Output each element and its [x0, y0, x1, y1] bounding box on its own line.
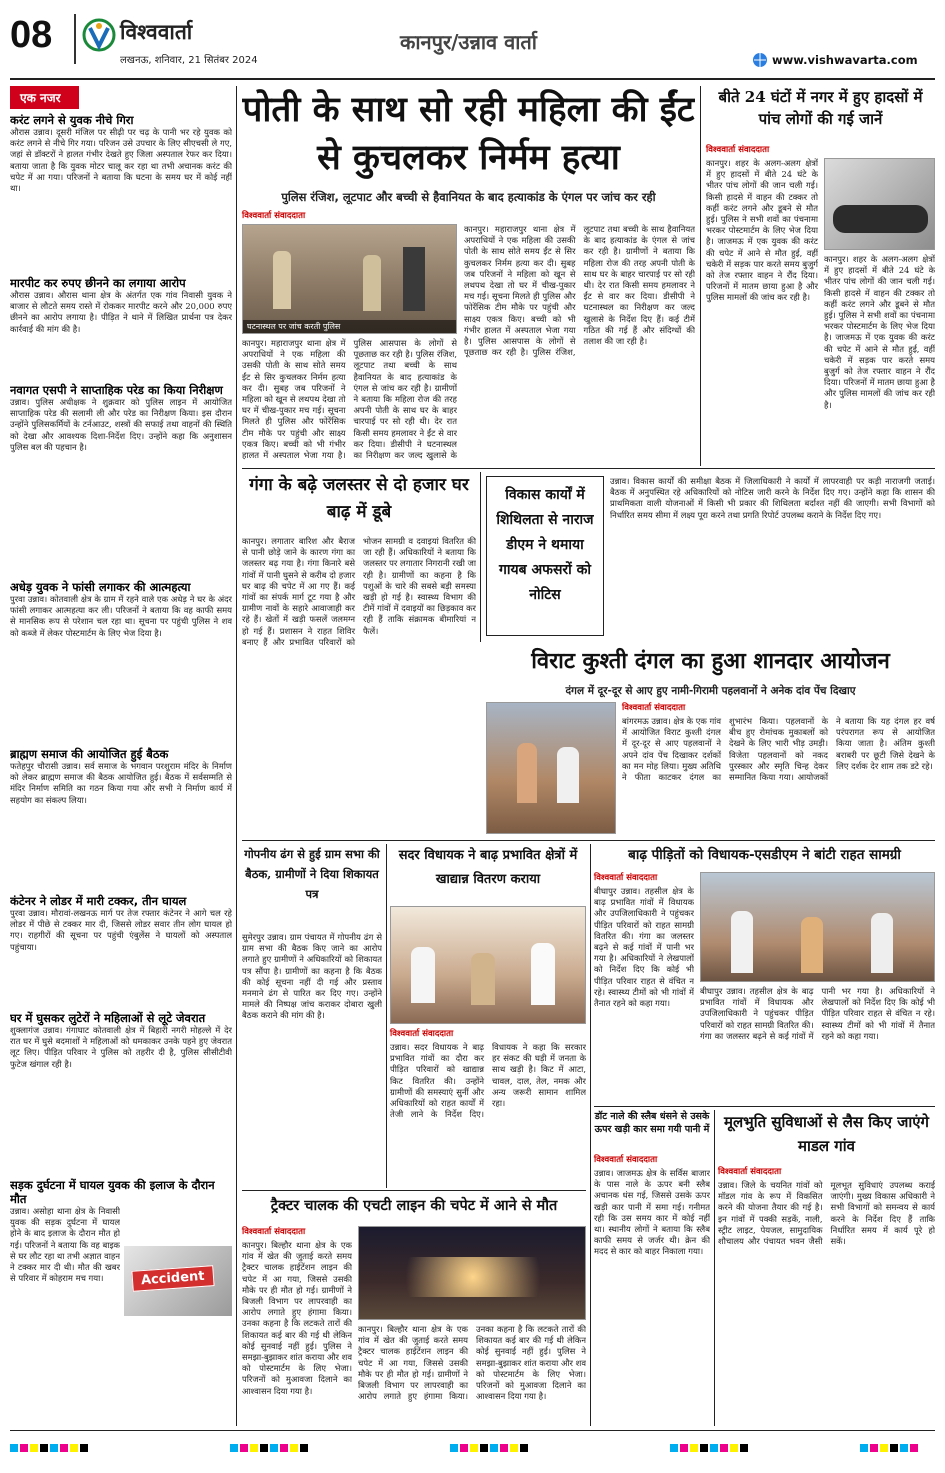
dangal-byline: विश्ववार्ता संवाददाता: [622, 703, 686, 713]
tractor-byline: विश्ववार्ता संवाददाता: [242, 1227, 306, 1237]
tractor-body-2: कानपुर। बिल्हौर थाना क्षेत्र के एक गांव में खेत की जुताई करते समय ट्रैक्टर चालक हाईटेंशन लाइन की चपेट में आ गया, जिससे उसकी मौके पर ही मौत हो गई। ग्रामीणों ने बिजली विभाग पर लापरवाही का आरोप लगाते हुए हंगामा किया। उनका कहना है कि लटकते तारों की शिकायत कई बार की गई थी लेकिन कोई सुनवाई नहीं हुई। पुलिस ने समझा-बुझाकर शांत कराया और शव को पोस्टमार्टम के लिए भेजा। परिजनों को मुआवजा दिलाने का आश्वासन दिया गया है।: [358, 1324, 586, 1402]
relief-body-2: बीघापुर उन्नाव। तहसील क्षेत्र के बाढ़ प्रभावित गांवों में विधायक और उपजिलाधिकारी ने पहुंचकर पीड़ित परिवारों को राहत सामग्री वितरित की। गंगा का जलस्तर बढ़ने से कई गांवों में पानी भर गया है। अधिकारियों ने लेखपालों को निर्देश दिए कि कोई भी पीड़ित परिवार राहत से वंचित न रहे। स्वास्थ्य टीमों को भी गांवों में तैनात रहने को कहा गया।: [700, 986, 935, 1041]
accident-sign: Accident: [131, 1265, 214, 1292]
model-village-body: उन्नाव। जिले के चयनित गांवों को मॉडल गांव के रूप में विकसित करने की योजना तैयार की गई है। इन गांवों में पक्की सड़कें, नाली, स्ट्रीट लाइट, पेयजल, सामुदायिक शौचालय और पंचायत भवन जैसी मूलभूत सुविधाएं उपलब्ध कराई जाएंगी। मुख्य विकास अधिकारी ने सभी विभागों को समन्वय से कार्य करने के निर्देश दिए हैं ताकि निर्धारित समय में कार्य पूरे हो सकें।: [718, 1180, 935, 1247]
mla-food-photo: [390, 906, 586, 1024]
relief-story: [594, 844, 935, 1104]
page-number: 08: [10, 14, 53, 56]
mla-food-story: [390, 844, 586, 1188]
dangal-subhead: दंगल में दूर-दूर से आए हुए नामी-गिरामी पहलवानों ने अनेक दांव पेंच दिखाए: [565, 685, 856, 697]
tractor-story: [242, 1194, 586, 1426]
accidents-story: [706, 86, 935, 466]
print-registration-strip: [10, 1440, 935, 1460]
gram-sabha-body: सुमेरपुर उन्नाव। ग्राम पंचायत में गोपनीय ढंग से ग्राम सभा की बैठक किए जाने का आरोप लगाते हुए ग्रामीणों ने अधिकारियों को शिकायत पत्र सौंपा है। ग्रामीणों का कहना है कि बैठक की कोई सूचना नहीं दी गई और प्रस्ताव मनमाने ढंग से पारित कर दिए गए। उन्होंने मामले की निष्पक्ष जांच कराकर दोबारा खुली बैठक कराने की मांग की है।: [242, 932, 382, 1021]
accidents-byline: विश्ववार्ता संवाददाता: [706, 145, 770, 155]
model-village-story: [718, 1110, 935, 1426]
brief-7: सड़क दुर्घटना में घायल युवक की इलाज के दौरान मौत उन्नाव। असोहा थाना क्षेत्र के निवासी युवक की सड़क दुर्घटना में घायल होने के बाद इलाज के दौरान मौत हो गई। परिजनों ने बताया कि वह बाइक से घर लौट रहा था तभी अज्ञात वाहन ने टक्कर मार दी थी। मौत की खबर से परिवार में कोहराम मच गया। Accident: [10, 1178, 232, 1356]
relief-body: बीघापुर उन्नाव। तहसील क्षेत्र के बाढ़ प्रभावित गांवों में विधायक और उपजिलाधिकारी ने पहुंचकर पीड़ित परिवारों को राहत सामग्री वितरित की। गंगा का जलस्तर बढ़ने से कई गांवों में पानी भर गया है। अधिकारियों ने लेखपालों को निर्देश दिए कि कोई भी पीड़ित परिवार राहत से वंचित न रहे। स्वास्थ्य टीमों को भी गांवों में तैनात रहने को कहा गया।: [594, 886, 694, 1009]
brief-0: करंट लगने से युवक नीचे गिरा औरास उन्नाव। दूसरी मंजिल पर सीढ़ी पर चढ़ के पानी भर रहे युवक को करंट लगने से नीचे गिर गया। परिजन उसे उपचार के लिए सीएचसी ले गए, जहां से डॉक्टरों ने हालत गंभीर देखते हुए जिला अस्पताल रेफर कर दिया। बताया जाता है कि युवक मोटर चालू कर रहा था तभी अचानक करंट की चपेट में आ गया। परिजनों ने बताया कि घटना के समय घर में कोई नहीं था।: [10, 113, 232, 194]
section-title: कानपुर/उन्नाव वार्ता: [400, 30, 537, 54]
lead-headline: पोती के साथ सो रही महिला की ईंट से कुचलकर निर्मम हत्या: [242, 89, 695, 178]
brand-logo-icon: [82, 18, 116, 52]
ek-nazar-tag: एक नजर: [10, 86, 79, 109]
website[interactable]: www.vishwavarta.com: [772, 53, 918, 67]
ek-nazar-column: [10, 86, 232, 1426]
accidents-body: कानपुर। शहर के अलग-अलग क्षेत्रों में हुए हादसों में बीते 24 घंटे के भीतर पांच लोगों की जान चली गई। किसी हादसे में वाहन की टक्कर तो कहीं करंट लगने और डूबने से मौत हुई। पुलिस ने सभी शवों का पंचनामा भरकर पोस्टमार्टम के लिए भेज दिया है। जाजमऊ में एक युवक की करंट की चपेट में आने से मौत हुई, वहीं चकेरी में सड़क पार करते समय बुजुर्ग को तेज रफ्तार वाहन ने रौंद दिया। परिजनों में मातम छाया हुआ है और पुलिस मामलों की जांच कर रही है।: [706, 158, 818, 303]
dangal-story: [486, 644, 935, 837]
flood-story: [242, 472, 476, 837]
dangal-photo: [486, 702, 616, 834]
mla-food-headline: सदर विधायक ने बाढ़ प्रभावित क्षेत्रों में खाद्यान्न वितरण कराया: [398, 848, 578, 887]
gram-sabha-headline: गोपनीय ढंग से हुई ग्राम सभा की बैठक, ग्रामीणों ने दिया शिकायत पत्र: [244, 847, 380, 901]
accident-sign-image: [124, 1246, 232, 1316]
lead-subhead: पुलिस रंजिश, लूटपाट और बच्ची से हैवानियत के बाद हत्याकांड के एंगल पर जांच कर रही: [281, 190, 656, 204]
brief-5: कंटेनर ने लोडर में मारी टक्कर, तीन घायल पुरवा उन्नाव। मौरावां-लखनऊ मार्ग पर तेज रफ्तार कंटेनर ने आगे चल रहे लोडर में पीछे से टक्कर मार दी, जिससे लोडर सवार तीन लोग घायल हो गए। राहगीरों की सूचना पर पहुंची एंबुलेंस ने घायलों को अस्पताल पहुंचाया।: [10, 894, 232, 952]
dm-notice-box: [486, 476, 604, 636]
mla-food-byline: विश्ववार्ता संवाददाता: [390, 1029, 454, 1039]
lead-body: कानपुर। महाराजपुर थाना क्षेत्र में अपराधियों ने एक महिला की उसकी पोती के साथ सोते समय ईंट से सिर कुचलकर निर्मम हत्या कर दी। सुबह जब परिजनों ने महिला को खून से लथपथ देखा तो घर में चीख-पुकार मच गई। सूचना मिलते ही पुलिस और फोरेंसिक टीम मौके पर पहुंची और साक्ष्य एकत्र किए। बच्ची को भी गंभीर हालत में अस्पताल भेजा गया है। पुलिस आसपास के लोगों से पूछताछ कर रही है। पुलिस रंजिश, लूटपाट तथा बच्ची के साथ हैवानियत के बाद हत्याकांड के एंगल से जांच कर रही है। ग्रामीणों ने बताया कि महिला रोज की तरह अपनी पोती के साथ घर के बाहर चारपाई पर सो रही थी। देर रात किसी समय हमलावर ने ईंट से वार कर दिया। डीसीपी ने घटनास्थल का निरीक्षण कर जल्द खुलासे के निर्देश दिए हैं। कई टीमें गठित की गई हैं और संदिग्धों की तलाश की जा रही है।: [464, 224, 695, 358]
brief-4: ब्राह्मण समाज की आयोजित हुई बैठक फतेहपुर चौरासी उन्नाव। सर्व समाज के भगवान परशुराम मंदिर के निर्माण को लेकर ब्राह्मण समाज की बैठक आयोजित हुई। बैठक में सर्वसम्मति से मंदिर निर्माण समिति का गठन किया गया और सभी ने निर्माण कार्य में सहयोग का संकल्प लिया।: [10, 747, 232, 805]
lead-story: [242, 86, 695, 466]
lead-body-lower: कानपुर। महाराजपुर थाना क्षेत्र में अपराधियों ने एक महिला की उसकी पोती के साथ सोते समय ईंट से सिर कुचलकर निर्मम हत्या कर दी। सुबह जब परिजनों ने महिला को खून से लथपथ देखा तो घर में चीख-पुकार मच गई। सूचना मिलते ही पुलिस और फोरेंसिक टीम मौके पर पहुंची और साक्ष्य एकत्र किए। बच्ची को भी गंभीर हालत में अस्पताल भेजा गया है। पुलिस आसपास के लोगों से पूछताछ कर रही है। पुलिस रंजिश, लूटपाट तथा बच्ची के साथ हैवानियत के बाद हत्याकांड के एंगल से जांच कर रही है। ग्रामीणों ने बताया कि महिला रोज की तरह अपनी पोती के साथ घर के बाहर चारपाई पर सो रही थी। देर रात किसी समय हमलावर ने ईंट से वार कर दिया। डीसीपी ने घटनास्थल का निरीक्षण कर जल्द खुलासे के: [242, 338, 457, 461]
dam-byline: विश्ववार्ता संवाददाता: [594, 1155, 658, 1165]
dangal-body: बांगरमऊ उन्नाव। क्षेत्र के एक गांव में आयोजित विराट कुश्ती दंगल में दूर-दूर से आए पहलवानों ने अपने दांव पेंच दिखाकर दर्शकों का मन मोह लिया। मुख्य अतिथि ने फीता काटकर दंगल का शुभारंभ किया। पहलवानों के बीच हुए रोमांचक मुकाबलों को देखने के लिए भारी भीड़ उमड़ी। विजेता पहलवानों को नकद पुरस्कार और स्मृति चिन्ह देकर सम्मानित किया गया। आयोजकों ने बताया कि यह दंगल हर वर्ष परंपरागत रूप से आयोजित किया जाता है। अंतिम कुश्ती बराबरी पर छूटी जिसे देखने के लिए दर्शक देर शाम तक डटे रहे।: [622, 716, 935, 783]
dam-headline: डॉट नाले की स्लैब धंसने से उसके ऊपर खड़ी कार समा गयी पानी में: [594, 1111, 710, 1135]
tractor-photo: [358, 1226, 586, 1320]
tractor-body: कानपुर। बिल्हौर थाना क्षेत्र के एक गांव में खेत की जुताई करते समय ट्रैक्टर चालक हाईटेंशन लाइन की चपेट में आ गया, जिससे उसकी मौके पर ही मौत हो गई। ग्रामीणों ने बिजली विभाग पर लापरवाही का आरोप लगाते हुए हंगामा किया। उनका कहना है कि लटकते तारों की शिकायत कई बार की गई थी लेकिन कोई सुनवाई नहीं हुई। पुलिस ने समझा-बुझाकर शांत कराया और शव को पोस्टमार्टम के लिए भेजा। परिजनों को मुआवजा दिलाने का आश्वासन दिया गया है।: [242, 1240, 352, 1396]
dm-notice-body: उन्नाव। विकास कार्यों की समीक्षा बैठक में जिलाधिकारी ने कार्यों में लापरवाही पर कड़ी नाराजगी जताई। बैठक में अनुपस्थित रहे अधिकारियों को नोटिस जारी करने के निर्देश दिए गए। उन्होंने कहा कि शासन की प्राथमिकता वाली योजनाओं में किसी भी प्रकार की शिथिलता बर्दाश्त नहीं की जाएगी। सभी विभागों को निर्धारित समय सीमा में लक्ष्य पूरा करने तथा प्रगति रिपोर्ट उपलब्ध कराने के निर्देश दिए गए।: [610, 476, 935, 520]
dateline: लखनऊ, शनिवार, 21 सितंबर 2024: [120, 55, 258, 66]
lead-photo-caption: घटनास्थल पर जांच करती पुलिस: [243, 320, 456, 333]
dm-notice-headline: विकास कार्यों में शिथिलता से नाराज डीएम ने थमाया गायब अफसरों को नोटिस: [496, 487, 594, 603]
masthead: [0, 0, 945, 82]
relief-photo: [700, 872, 935, 982]
mla-food-body: उन्नाव। सदर विधायक ने बाढ़ प्रभावित गांवों का दौरा कर पीड़ित परिवारों को खाद्यान्न किट वितरित की। उन्होंने ग्रामीणों की समस्याएं सुनीं और अधिकारियों को राहत कार्यों में तेजी लाने के निर्देश दिए। विधायक ने कहा कि सरकार हर संकट की घड़ी में जनता के साथ खड़ी है। किट में आटा, चावल, दाल, तेल, नमक और अन्य जरूरी सामान शामिल रहा।: [390, 1042, 586, 1120]
flood-headline: गंगा के बढ़े जलस्तर से दो हजार घर बाढ़ में डूबे: [249, 475, 469, 522]
lead-photo: [242, 224, 457, 334]
gram-sabha-story: [242, 844, 382, 1188]
accidents-headline: बीते 24 घंटों में नगर में हुए हादसों में पांच लोगों की गई जानें: [718, 88, 923, 128]
relief-byline: विश्ववार्ता संवाददाता: [594, 873, 658, 883]
brief-3: अधेड़ युवक ने फांसी लगाकर की आत्महत्या पुरवा उन्नाव। कोतवाली क्षेत्र के ग्राम में रहने वाले एक अधेड़ ने घर के अंदर फांसी लगाकर आत्महत्या कर ली। परिजनों ने बताया कि वह काफी समय से मानसिक रूप से परेशान चल रहा था। सूचना पर पहुंची पुलिस ने शव को कब्जे में लेकर पोस्टमार्टम के लिए भेज दिया है।: [10, 580, 232, 638]
dam-story: [594, 1110, 710, 1426]
brief-1: मारपीट कर रुपए छीनने का लगाया आरोप औरास उन्नाव। औरास थाना क्षेत्र के अंतर्गत एक गांव निवासी युवक ने बाजार से लौटते समय रास्ते में रोककर मारपीट करने और 20,000 रुपए छीनने का आरोप लगाया है। पीड़ित ने थाने में लिखित प्रार्थना पत्र देकर कार्रवाई की मांग की है।: [10, 276, 232, 334]
accidents-photo: [824, 158, 935, 250]
brief-2: नवागत एसपी ने साप्ताहिक परेड का किया निरीक्षण उन्नाव। पुलिस अधीक्षक ने शुक्रवार को पुलिस लाइन में आयोजित साप्ताहिक परेड की सलामी ली और परेड का निरीक्षण किया। इस दौरान उन्होंने पुलिसकर्मियों के टर्नआउट, शस्त्रों की सफाई तथा वाहनों की स्थिति को देखा और आवश्यक दिशा-निर्देश दिए। उन्होंने कहा कि अनुशासन पुलिस बल की पहचान है।: [10, 383, 232, 452]
model-village-byline: विश्ववार्ता संवाददाता: [718, 1167, 782, 1177]
lead-byline: विश्ववार्ता संवाददाता: [242, 211, 306, 221]
brief-6: घर में घुसकर लुटेरों ने महिलाओं से लूटे जेवरात शुक्लागंज उन्नाव। गंगाघाट कोतवाली क्षेत्र में बिहारी नगरी मोहल्ले में देर रात घर में घुसे बदमाशों ने महिलाओं को धमकाकर उनके पहने हुए जेवरात लूट लिए। पीड़ित परिवार ने पुलिस को तहरीर दी है, पुलिस सीसीटीवी फुटेज खंगाल रही है।: [10, 1011, 232, 1069]
flood-body: कानपुर। लगातार बारिश और बैराज से पानी छोड़े जाने के कारण गंगा का जलस्तर बढ़ गया है। गंगा किनारे बसे गांवों में पानी घुसने से करीब दो हजार घर बाढ़ की चपेट में आ गए हैं। कई गांवों का संपर्क मार्ग टूट गया है और ग्रामीण नावों के सहारे आवाजाही कर रहे हैं। खेतों में खड़ी फसलें जलमग्न हो गई हैं। प्रशासन ने राहत शिविर बनाए हैं और प्रभावित परिवारों को भोजन सामग्री व दवाइयां वितरित की जा रही हैं। अधिकारियों ने बताया कि जलस्तर पर लगातार निगरानी रखी जा रही है। ग्रामीणों का कहना है कि पशुओं के चारे की सबसे बड़ी समस्या खड़ी हो गई है। स्वास्थ्य विभाग की टीमें गांवों में दवाइयों का छिड़काव कर रही हैं ताकि संक्रामक बीमारियां न फैलें।: [242, 536, 476, 647]
tractor-headline: ट्रैक्टर चालक की एचटी लाइन की चपेट में आने से मौत: [270, 1197, 558, 1214]
web-globe-icon: [752, 52, 768, 68]
accidents-body-2: कानपुर। शहर के अलग-अलग क्षेत्रों में हुए हादसों में बीते 24 घंटे के भीतर पांच लोगों की जान चली गई। किसी हादसे में वाहन की टक्कर तो कहीं करंट लगने और डूबने से मौत हुई। पुलिस ने सभी शवों का पंचनामा भरकर पोस्टमार्टम के लिए भेज दिया है। जाजमऊ में एक युवक की करंट की चपेट में आने से मौत हुई, वहीं चकेरी में सड़क पार करते समय बुजुर्ग को तेज रफ्तार वाहन ने रौंद दिया। परिजनों में मातम छाया हुआ है और पुलिस मामलों की जांच कर रही है।: [824, 254, 935, 410]
dangal-headline: विराट कुश्ती दंगल का हुआ शानदार आयोजन: [531, 648, 890, 674]
dam-body: उन्नाव। जाजमऊ क्षेत्र के सर्विस बाजार के पास नाले के ऊपर बनी स्लैब अचानक धंस गई, जिससे उसके ऊपर खड़ी कार पानी में समा गई। गनीमत रही कि उस समय कार में कोई नहीं था। स्थानीय लोगों ने बताया कि स्लैब काफी समय से जर्जर थी। क्रेन की मदद से कार को बाहर निकाला गया।: [594, 1168, 710, 1257]
model-village-headline: मूलभुति सुविधाओं से लैस किए जाएंगे माडल गांव: [724, 1113, 929, 1155]
relief-headline: बाढ़ पीड़ितों को विधायक-एसडीएम ने बांटी राहत सामग्री: [628, 847, 901, 863]
brand-name: विश्ववार्ता: [120, 20, 193, 44]
